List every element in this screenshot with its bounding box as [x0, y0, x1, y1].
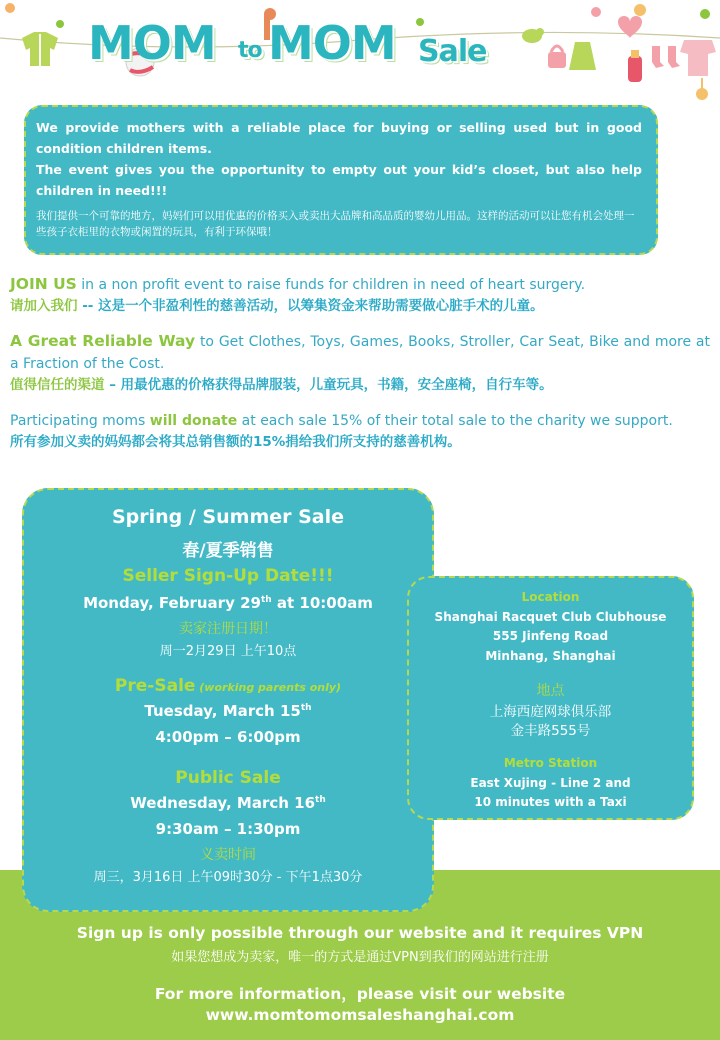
location-line-1: Shanghai Racquet Club Clubhouse: [434, 610, 667, 624]
reliable-way-lead: A Great Reliable Way: [10, 332, 196, 350]
intro-text-1: We provide mothers with a reliable place for buying or selling used but in good condition children items.: [36, 120, 642, 156]
donate-english: [10, 410, 710, 432]
signup-date-text: Monday, February 29: [83, 594, 261, 612]
location-line-2: 555 Jinfeng Road: [492, 629, 609, 643]
website-link[interactable]: www.momtomomsaleshanghai.com: [205, 1006, 515, 1024]
presale-heading: Pre-Sale: [114, 676, 196, 696]
public-sale-date: [24, 794, 432, 812]
intro-text-chinese: 我们提供一个可靠的地方，妈妈们可以用优惠的价格买入或卖出大品牌和高品质的婴幼儿用品。这样的活动可以让您有机会处理一些孩子衣柜里的衣物或闲置的玩具，有利于环保哦！: [36, 210, 635, 238]
location-heading-chinese: 地点: [536, 683, 565, 699]
presale-date-suffix: th: [300, 703, 312, 713]
reliable-way-cn-lead: 值得信任的渠道: [10, 377, 105, 393]
public-sale-time: 9:30am – 1:30pm: [155, 820, 301, 838]
location-box: [407, 576, 694, 820]
public-sale-heading: Public Sale: [175, 768, 281, 788]
signup-date-suffix: th: [260, 595, 272, 605]
metro-heading: Metro Station: [503, 756, 598, 770]
location-line-2-chinese: 金丰路555号: [510, 723, 591, 739]
more-info-text: For more information，please visit our website: [154, 985, 566, 1003]
join-us-paragraph: [10, 273, 710, 316]
reliable-way-chinese: [10, 375, 710, 395]
presale-time: 4:00pm – 6:00pm: [155, 728, 301, 746]
reliable-way-cn-text: – 用最优惠的价格获得品牌服装，儿童玩具，书籍，安全座椅，自行车等。: [104, 377, 553, 393]
public-sale-heading-chinese: 义卖时间: [200, 847, 256, 863]
presale-heading-row: [24, 676, 432, 696]
join-us-cn-text: -- 这是一个非盈利性的慈善活动，以筹集资金来帮助需要做心脏手术的儿童。: [77, 298, 544, 314]
public-sale-date-suffix: th: [315, 795, 326, 805]
presale-note: (working parents only): [195, 681, 342, 694]
presale-date-text: Tuesday, March 15: [144, 702, 301, 720]
sale-schedule-box: [22, 488, 434, 912]
signup-vpn-note: Sign up is only possible through our website and it requires VPN: [76, 924, 644, 942]
signup-date-chinese: 周一2月29日 上午10点: [159, 644, 297, 659]
location-line-3: Minhang, Shanghai: [485, 649, 616, 663]
metro-line-1: East Xujing - Line 2 and: [470, 776, 631, 790]
intro-text-2: The event gives you the opportunity to empty out your kid’s closet, but also help children in need!!!: [36, 162, 642, 198]
reliable-way-english: [10, 330, 710, 375]
join-us-cn-lead: 请加入我们: [10, 298, 78, 314]
logo-word-mom-second: MOM: [268, 16, 396, 70]
signup-heading: Seller Sign-Up Date!!!: [122, 566, 334, 586]
donate-paragraph: [10, 410, 710, 452]
signup-date: [24, 594, 432, 612]
location-line-1-chinese: 上海西庭网球俱乐部: [489, 704, 612, 720]
reliable-way-paragraph: [10, 330, 710, 395]
signup-time-text: at 10:00am: [271, 594, 373, 612]
sale-title-chinese: 春/夏季销售: [182, 541, 274, 561]
signup-vpn-note-chinese: 如果您想成为卖家，唯一的方式是通过VPN到我们的网站进行注册: [171, 950, 549, 965]
logo-word-to: to: [238, 38, 262, 63]
donate-chinese: 所有参加义卖的妈妈都会将其总销售额的15%捐给我们所支持的慈善机构。: [10, 434, 461, 450]
reliable-way-text: to Get Clothes, Toys, Games, Books, Stroller, Car Seat, Bike and more at a Fraction of the Cost.: [10, 334, 710, 372]
join-us-lead: JOIN US: [10, 275, 77, 293]
join-us-text: in a non profit event to raise funds for children in need of heart surgery.: [76, 277, 586, 293]
donate-highlight: will donate: [149, 413, 238, 429]
logo-word-sale: Sale: [418, 34, 487, 69]
location-heading: Location: [521, 590, 580, 604]
join-us-english: [10, 273, 710, 296]
sale-title: Spring / Summer Sale: [111, 506, 345, 528]
public-sale-date-chinese: 周三，3月16日 上午09时30分 - 下午1点30分: [93, 870, 363, 885]
presale-date: [24, 702, 432, 720]
donate-post: at each sale 15% of their total sale to the charity we support.: [237, 413, 673, 429]
mom-to-mom-sale-logo: [0, 0, 720, 100]
intro-box: [24, 105, 658, 255]
header-banner: [0, 0, 720, 100]
logo-word-mom: MOM: [88, 16, 216, 70]
signup-heading-chinese: 卖家注册日期！: [179, 621, 277, 637]
donate-pre: Participating moms: [10, 413, 150, 429]
public-sale-date-text: Wednesday, March 16: [130, 794, 316, 812]
join-us-chinese: [10, 296, 710, 316]
metro-line-2: 10 minutes with a Taxi: [474, 795, 627, 809]
